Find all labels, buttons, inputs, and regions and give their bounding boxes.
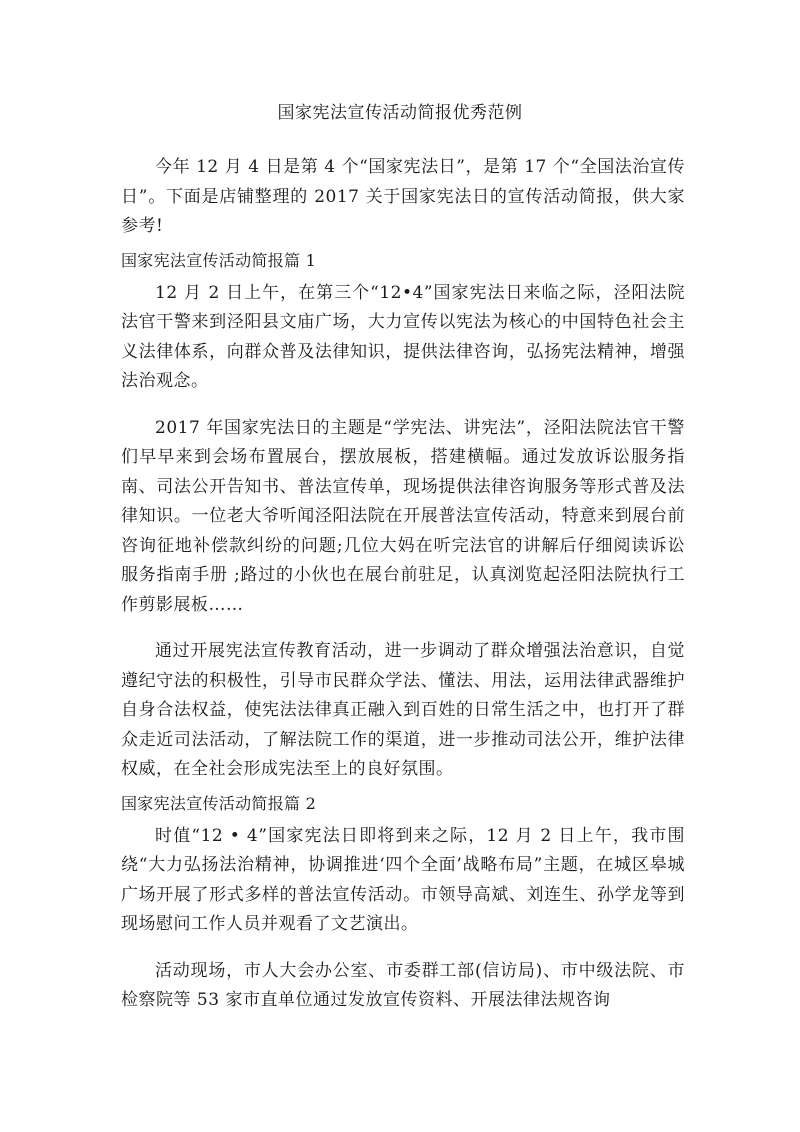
section-1-paragraph-1: 12 月 2 日上午，在第三个“12•4”国家宪法日来临之际，泾阳法院法官干警来到泾阳县文庙广场，大力宣传以宪法为核心的中国特色社会主义法律体系，向群众普及法律知识，提供法律咨询，弘扬宪法精神，增强法治观念。: [121, 282, 685, 391]
section-2-paragraph-2: 活动现场，市人大会办公室、市委群工部(信访局)、市中级法院、市检察院等 53 家市直单位通过发放宣传资料、开展法律法规咨询: [121, 960, 685, 1010]
document-title: 国家宪法宣传活动简报优秀范例: [277, 103, 523, 123]
intro-paragraph: 今年 12 月 4 日是第 4 个“国家宪法日”，是第 17 个“全国法治宣传日”。下面是店铺整理的 2017 关于国家宪法日的宣传活动简报，供大家参考!: [121, 157, 685, 236]
document-body: [121, 153, 685, 1033]
section-2-paragraph-1: 时值“12 • 4”国家宪法日即将到来之际，12 月 2 日上午，我市围绕“大力弘扬法治精神，协调推进‘四个全面’战略布局”主题，在城区皋城广场开展了形式多样的普法宣传活动。市领导高斌、刘连生、孙学龙等到现场慰问工作人员并观看了文艺演出。: [121, 825, 685, 934]
section-1-paragraph-2: 2017 年国家宪法日的主题是“学宪法、讲宪法”，泾阳法院法官干警们早早来到会场布置展台，摆放展板，搭建横幅。通过发放诉讼服务指南、司法公开告知书、普法宣传单，现场提供法律咨询服务等形式普及法律知识。一位老大爷听闻泾阳法院在开展普法宣传活动，特意来到展台前咨询征地补偿款纠纷的问题;几位大妈在听完法官的讲解后仔细阅读诉讼服务指南手册 ;路过的小伙也在展台前驻足，认真浏览起泾阳法院执行工作剪影展板……: [121, 417, 685, 615]
section-heading-1: 国家宪法宣传活动简报篇 1: [121, 250, 317, 270]
section-1-paragraph-3: 通过开展宪法宣传教育活动，进一步调动了群众增强法治意识，自觉遵纪守法的积极性，引导市民群众学法、懂法、用法，运用法律武器维护自身合法权益，使宪法法律真正融入到百姓的日常生活之中，也打开了群众走近司法活动，了解法院工作的渠道，进一步推动司法公开，维护法律权威，在全社会形成宪法至上的良好氛围。: [121, 641, 685, 779]
section-heading-2: 国家宪法宣传活动简报篇 2: [121, 793, 317, 813]
